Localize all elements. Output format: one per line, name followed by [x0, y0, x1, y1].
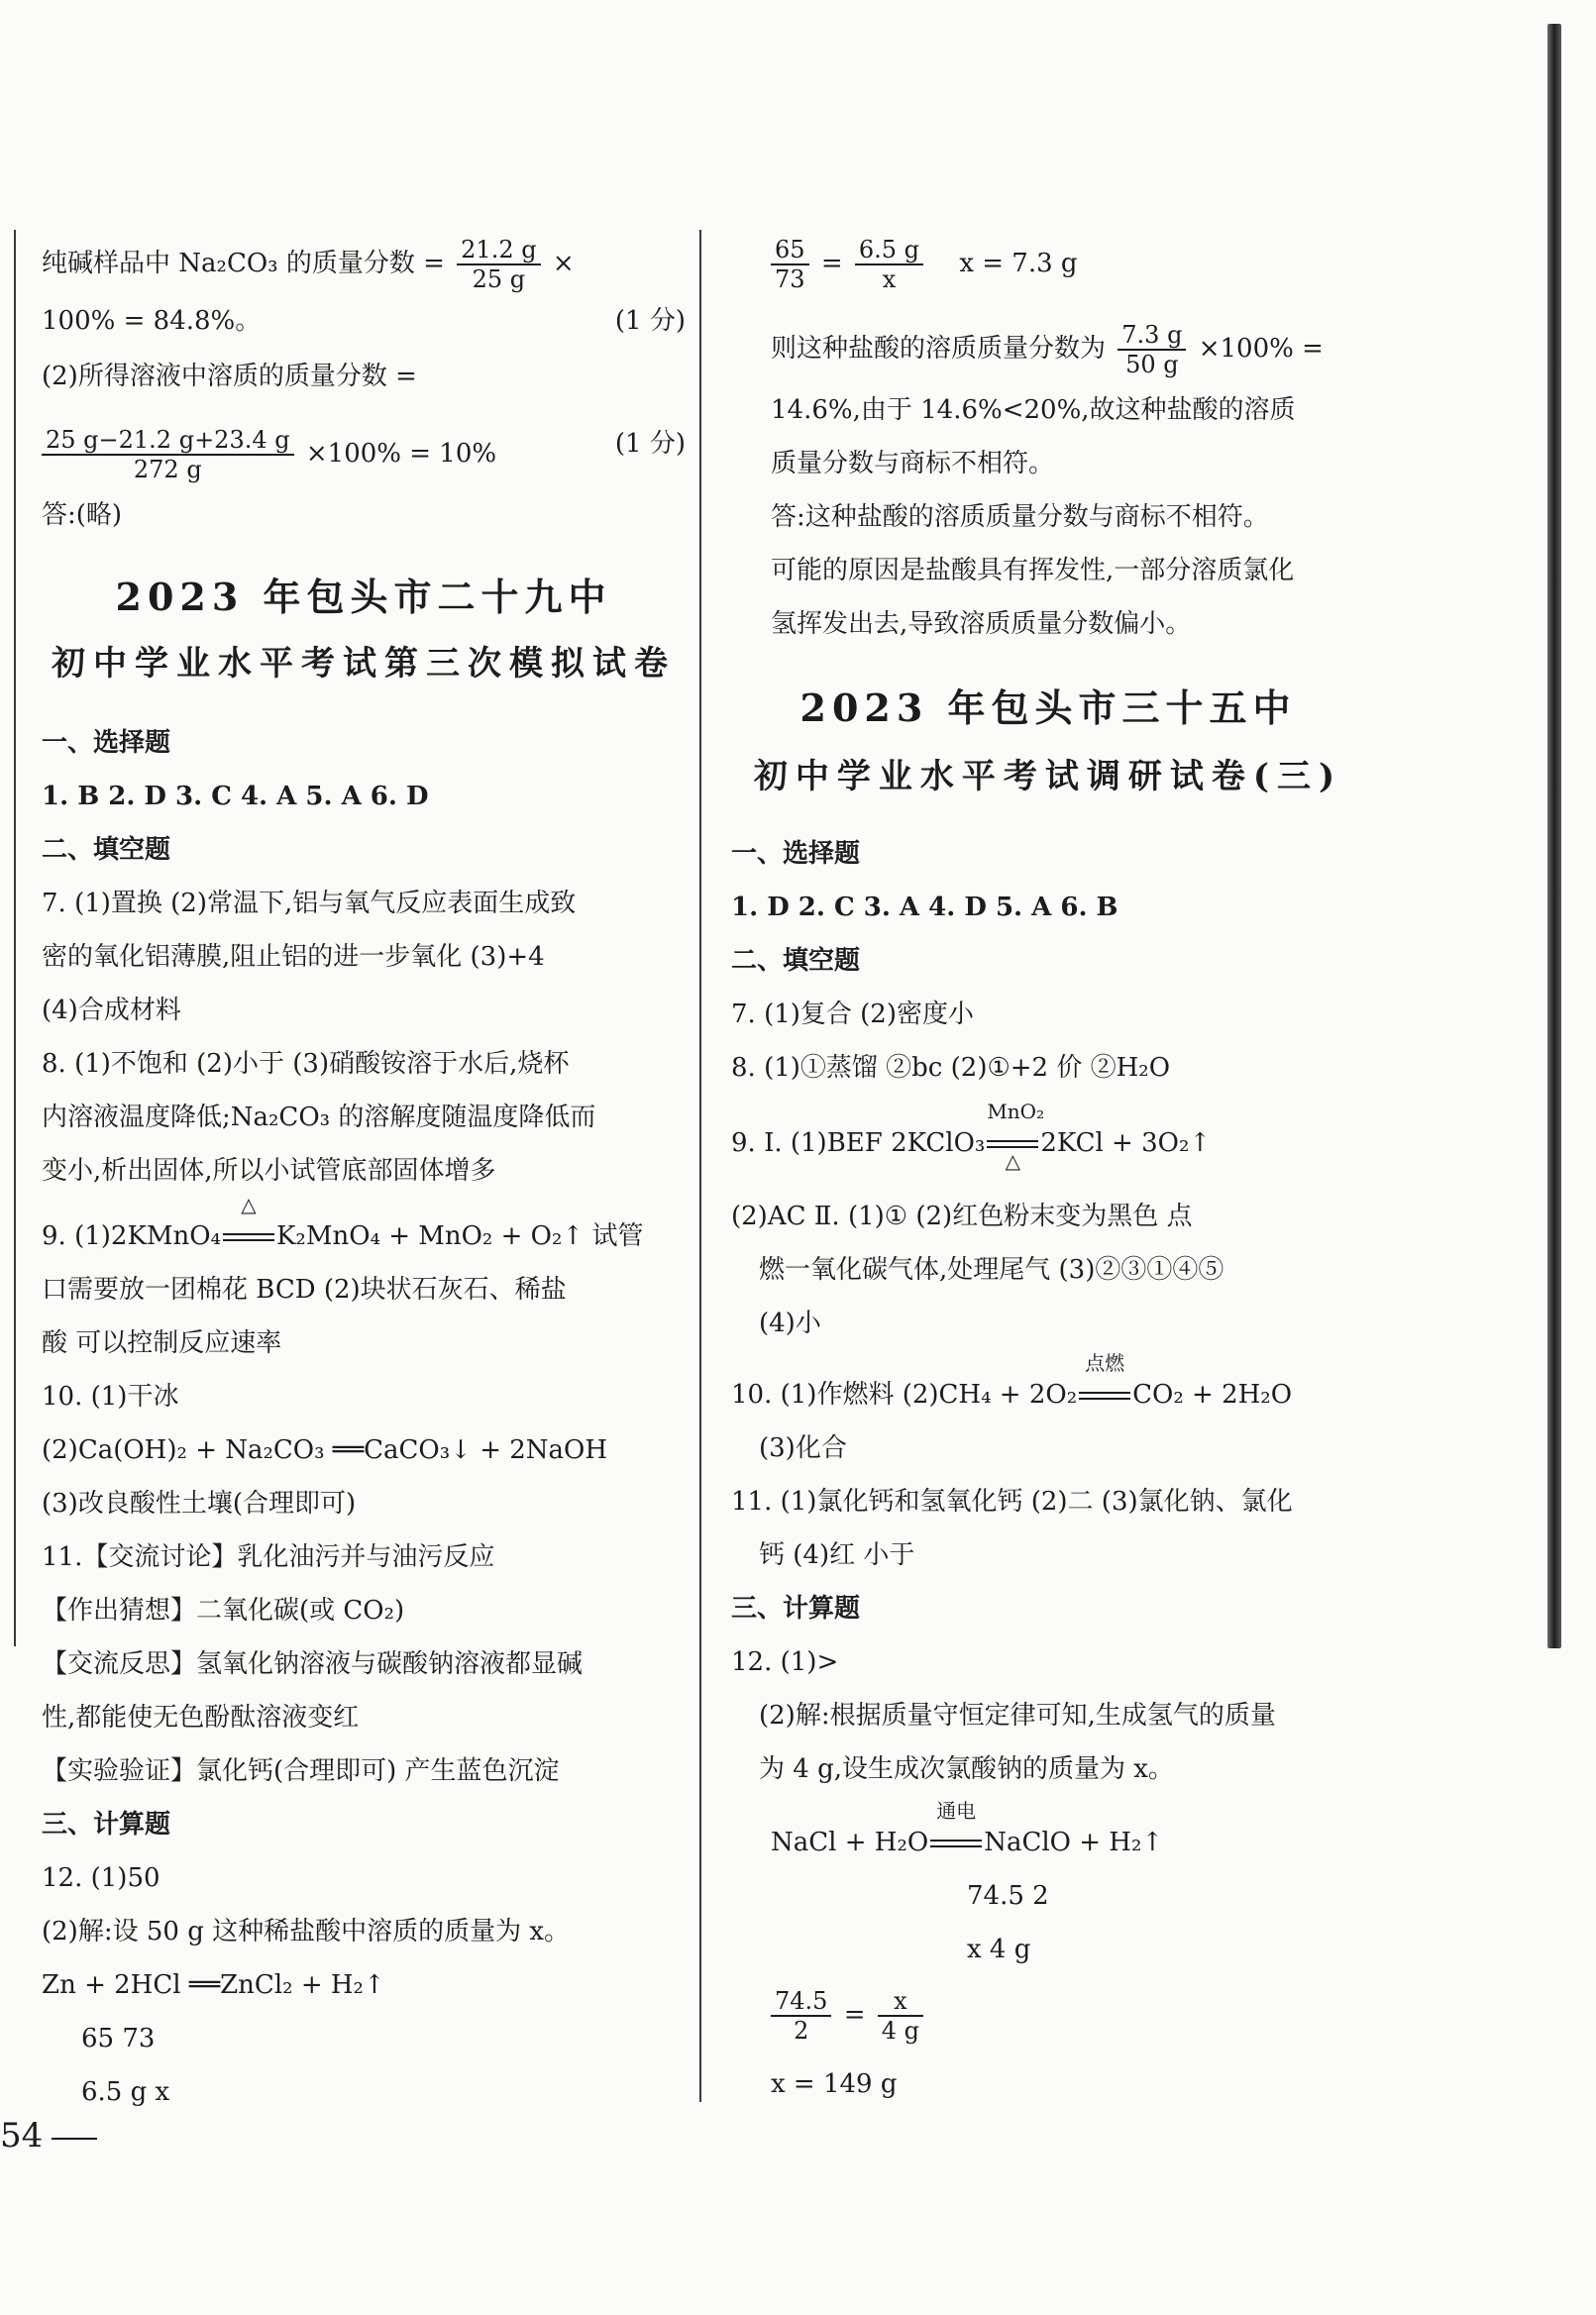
page-number: 54 — [0, 2116, 44, 2156]
answer-line: 内溶液温度降低;Na₂CO₃ 的溶解度随温度降低而 — [42, 1103, 596, 1132]
answer-line: 8. (1)不饱和 (2)小于 (3)硝酸铵溶于水后,烧杯 — [42, 1049, 570, 1079]
column-divider — [699, 230, 701, 2102]
fraction: $\frac{25 g-21.2 g+23.4 g}{272 g}$ — [42, 426, 294, 483]
answer-line: 氢挥发出去,导致溶质质量分数偏小。 — [771, 609, 1192, 639]
answer-line: 性,都能使无色酚酞溶液变红 — [42, 1703, 360, 1733]
answer-line: 12. (1)50 — [42, 1863, 160, 1893]
choice-answers: 1. D 2. C 3. A 4. D 5. A 6. B — [731, 893, 1118, 922]
reaction-condition: 点燃 — [1079, 1377, 1130, 1413]
answer-line: 钙 (4)红 小于 — [759, 1540, 915, 1570]
page-edge-shadow — [1547, 24, 1561, 1648]
fraction: $\frac{21.2 g}{25 g}$ — [457, 236, 540, 293]
answer-line: (3)改良酸性土壤(合理即可) — [42, 1489, 357, 1519]
section-heading: 二、填空题 — [731, 946, 861, 976]
answer-line: 纯碱样品中 Na₂CO₃ 的质量分数 = $\frac{21.2 g}{25 g}$ × — [42, 236, 575, 293]
equation-line: NaCl + H₂O 通电 NaClO + H₂↑ — [771, 1825, 1365, 1860]
equation-line: 9. Ⅰ. (1)BEF 2KClO₃ MnO₂ △ 2KCl + 3O₂↑ — [731, 1100, 1212, 1173]
fraction: $\frac{6.5 g}{x}$ — [855, 236, 923, 293]
answer-line: (3)化合 — [759, 1433, 847, 1463]
answer-line: 11. (1)氯化钙和氢氧化钙 (2)二 (3)氯化钠、氯化 — [731, 1487, 1293, 1517]
equation-line: Zn + 2HCl ══ZnCl₂ + H₂↑ — [42, 1970, 385, 2000]
section-heading: 一、选择题 — [42, 728, 171, 758]
equation-line: $\frac{65}{73}$ = $\frac{6.5 g}{x}$ x = 7.3 g — [731, 236, 1365, 293]
answer-line: 可能的原因是盐酸具有挥发性,一部分溶质氯化 — [771, 556, 1295, 585]
answer-line: (2)解:根据质量守恒定律可知,生成氢气的质量 — [759, 1701, 1276, 1731]
answer-line: 65 73 — [81, 2024, 156, 2053]
section-heading: 一、选择题 — [731, 839, 861, 869]
answer-line: 【作出猜想】二氧化碳(或 CO₂) — [42, 1596, 405, 1626]
equation-line: 10. (1)作燃料 (2)CH₄ + 2O₂ 点燃 CO₂ + 2H₂O — [731, 1377, 1365, 1413]
answer-line: 7. (1)置换 (2)常温下,铝与氧气反应表面生成致 — [42, 889, 577, 918]
answer-line: 14.6%,由于 14.6%<20%,故这种盐酸的溶质 — [771, 395, 1296, 425]
answer-line: 答:这种盐酸的溶质质量分数与商标不相符。 — [771, 502, 1269, 532]
answer-line: 6.5 g x — [81, 2077, 170, 2107]
answer-line: (4)合成材料 — [42, 996, 181, 1025]
fraction: $\frac{74.5}{2}$ — [771, 1987, 831, 2045]
answer-line: 【实验验证】氯化钙(合理即可) 产生蓝色沉淀 — [42, 1756, 560, 1786]
equation-line: $\frac{74.5}{2}$ = $\frac{x}{4 g}$ — [771, 1987, 1365, 2045]
section-heading: 二、填空题 — [42, 835, 171, 865]
answer-line: (2)所得溶液中溶质的质量分数 = — [42, 362, 417, 391]
answer-line: x = 149 g — [771, 2069, 898, 2099]
answer-line: 12. (1)> — [731, 1647, 839, 1677]
answer-line: 7. (1)复合 (2)密度小 — [731, 1000, 974, 1029]
answer-line: 密的氧化铝薄膜,阻止铝的进一步氧化 (3)+4 — [42, 942, 545, 972]
answer-line: (4)小 — [759, 1309, 821, 1338]
exam-title: 2023 年包头市三十五中 — [799, 685, 1297, 730]
answer-line: 8. (1)①蒸馏 ②bc (2)①+2 价 ②H₂O — [731, 1053, 1171, 1083]
page-number-rule — [52, 2138, 97, 2140]
answer-line: 74.5 2 — [967, 1881, 1049, 1911]
answer-line: 则这种盐酸的溶质质量分数为 $\frac{7.3 g}{50 g}$ ×100% = — [771, 321, 1324, 378]
answer-line: 质量分数与商标不相符。 — [771, 449, 1055, 478]
answer-line: 酸 可以控制反应速率 — [42, 1328, 282, 1358]
score-note: (1 分) — [614, 429, 686, 459]
answer-line: 11.【交流讨论】乳化油污并与油污反应 — [42, 1542, 495, 1572]
answer-line: $\frac{25 g-21.2 g+23.4 g}{272 g}$ ×100% = 10% (1 分) — [42, 426, 686, 483]
answer-line: (2)解:设 50 g 这种稀盐酸中溶质的质量为 x。 — [42, 1917, 571, 1947]
reaction-condition: 通电 — [930, 1825, 982, 1860]
exam-subtitle: 初中学业水平考试第三次模拟试卷 — [52, 644, 676, 684]
section-heading: 三、计算题 — [42, 1810, 171, 1840]
answer-line: 10. (1)干冰 — [42, 1382, 179, 1412]
answer-line: 答:(略) — [42, 500, 123, 530]
answer-line: 【交流反思】氢氧化钠溶液与碳酸钠溶液都显碱 — [42, 1649, 584, 1679]
score-note: (1 分) — [614, 306, 686, 336]
answer-line: 变小,析出固体,所以小试管底部固体增多 — [42, 1156, 496, 1186]
fraction: $\frac{7.3 g}{50 g}$ — [1117, 321, 1186, 378]
fraction: $\frac{x}{4 g}$ — [878, 1987, 923, 2045]
choice-answers: 1. B 2. D 3. C 4. A 5. A 6. D — [42, 782, 429, 811]
answer-line: 口需要放一团棉花 BCD (2)块状石灰石、稀盐 — [42, 1275, 567, 1305]
reaction-condition: △ — [223, 1218, 274, 1254]
answer-line: (2)AC Ⅱ. (1)① (2)红色粉末变为黑色 点 — [731, 1202, 1193, 1231]
answer-line: 100% = 84.8%。 (1 分) — [42, 303, 686, 339]
section-heading: 三、计算题 — [731, 1594, 861, 1624]
equation-line: (2)Ca(OH)₂ + Na₂CO₃ ══CaCO₃↓ + 2NaOH — [42, 1435, 608, 1465]
exam-title: 2023 年包头市二十九中 — [115, 575, 612, 619]
reaction-condition: MnO₂ △ — [987, 1100, 1045, 1173]
exam-subtitle: 初中学业水平考试调研试卷(三) — [753, 757, 1343, 796]
left-margin-rule — [14, 230, 16, 1646]
answer-line: 为 4 g,设生成次氯酸钠的质量为 x。 — [759, 1754, 1174, 1784]
answer-line: x 4 g — [967, 1935, 1031, 1964]
answer-line: 燃一氧化碳气体,处理尾气 (3)②③①④⑤ — [759, 1255, 1224, 1285]
fraction: $\frac{65}{73}$ — [771, 236, 809, 293]
equation-line: 9. (1)2KMnO₄ △ K₂MnO₄ + MnO₂ + O₂↑ 试管 — [42, 1218, 686, 1254]
